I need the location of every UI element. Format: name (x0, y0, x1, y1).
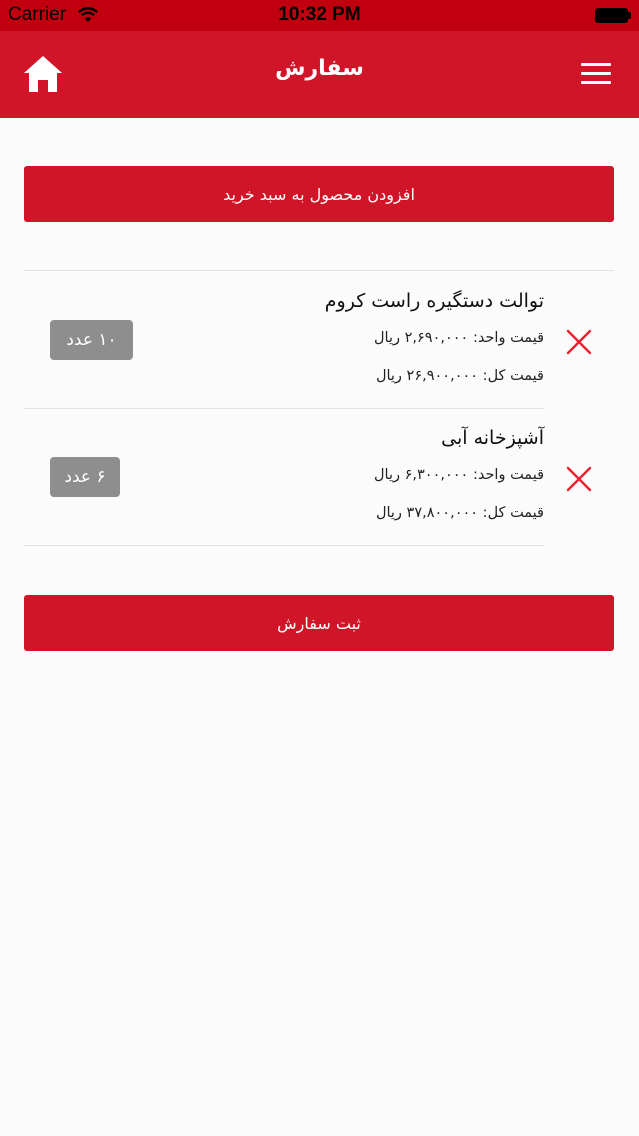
quantity-badge[interactable]: ۱۰ عدد (50, 320, 133, 360)
quantity-badge[interactable]: ۶ عدد (50, 457, 120, 497)
status-time: 10:32 PM (278, 4, 361, 25)
unit-price: قیمت واحد: ۶,۳۰۰,۰۰۰ ریال (374, 467, 544, 483)
total-price: قیمت کل: ۲۶,۹۰۰,۰۰۰ ریال (375, 368, 544, 384)
item-divider (24, 545, 544, 546)
cart-item (0, 409, 639, 545)
close-x-icon[interactable] (566, 329, 592, 355)
item-name: آشپزخانه آبی (441, 427, 544, 449)
unit-price: قیمت واحد: ۲,۶۹۰,۰۰۰ ریال (374, 330, 544, 346)
total-price: قیمت کل: ۳۷,۸۰۰,۰۰۰ ریال (375, 505, 544, 521)
submit-order-button[interactable]: ثبت سفارش (24, 595, 614, 651)
cart-item (0, 272, 639, 408)
list-divider (24, 270, 614, 271)
close-x-icon[interactable] (566, 466, 592, 492)
carrier-label: Carrier (8, 4, 67, 25)
nav-bar (0, 31, 639, 118)
item-name: توالت دستگیره راست کروم (324, 290, 544, 312)
hamburger-menu-icon[interactable] (581, 63, 611, 85)
add-product-to-cart-button[interactable]: افزودن محصول به سبد خرید (24, 166, 614, 222)
battery-icon (595, 8, 631, 23)
status-bar (0, 0, 639, 31)
page-title: سفارش (275, 56, 364, 81)
